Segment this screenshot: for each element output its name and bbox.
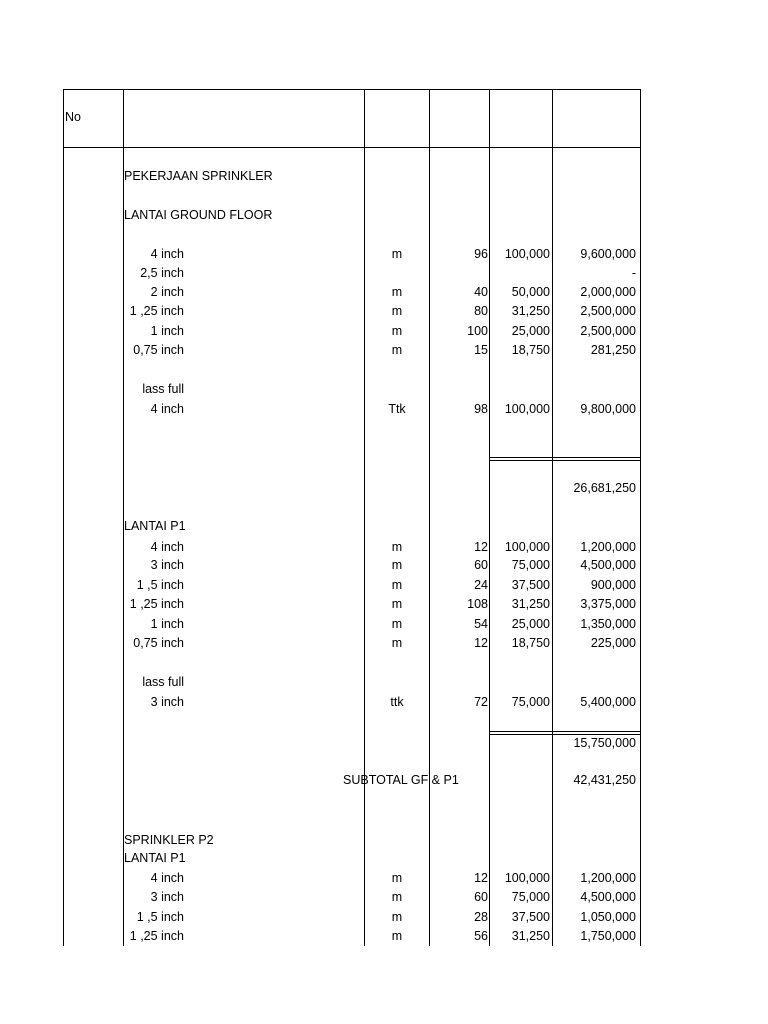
row-3-unit: m bbox=[391, 304, 403, 318]
row-9-price: 100,000 bbox=[504, 540, 550, 554]
row-0-desc: 4 inch bbox=[150, 247, 184, 261]
row-14-qty: 12 bbox=[474, 636, 488, 650]
row-20-price: 75,000 bbox=[511, 890, 550, 904]
row-2-price: 50,000 bbox=[511, 285, 550, 299]
table-top-border bbox=[63, 89, 641, 90]
col-border-2 bbox=[364, 89, 365, 946]
row-19-price: 100,000 bbox=[504, 871, 550, 885]
row-20-qty: 60 bbox=[474, 890, 488, 904]
row-2-total: 2,000,000 bbox=[580, 285, 636, 299]
row-11-total: 900,000 bbox=[590, 578, 636, 592]
section-p2-sub: LANTAI P1 bbox=[124, 851, 186, 865]
row-14-total: 225,000 bbox=[590, 636, 636, 650]
row-7-unit: Ttk bbox=[388, 402, 406, 416]
row-22-unit: m bbox=[391, 929, 403, 943]
row-21-desc: 1 ,5 inch bbox=[136, 910, 184, 924]
row-1-desc: 2,5 inch bbox=[140, 266, 184, 280]
row-10-price: 75,000 bbox=[511, 558, 550, 572]
row-7-total: 9,800,000 bbox=[580, 402, 636, 416]
row-10-qty: 60 bbox=[474, 558, 488, 572]
row-3-qty: 80 bbox=[474, 304, 488, 318]
row-20-unit: m bbox=[391, 890, 403, 904]
row-19-desc: 4 inch bbox=[150, 871, 184, 885]
row-15-desc: lass full bbox=[142, 675, 184, 689]
row-9-desc: 4 inch bbox=[150, 540, 184, 554]
row-4-qty: 100 bbox=[467, 324, 488, 338]
row-22-desc: 1 ,25 inch bbox=[129, 929, 184, 943]
row-1-total: - bbox=[631, 266, 636, 280]
row-7-desc: 4 inch bbox=[150, 402, 184, 416]
row-0-total: 9,600,000 bbox=[580, 247, 636, 261]
row-22-price: 31,250 bbox=[511, 929, 550, 943]
row-12-qty: 108 bbox=[467, 597, 488, 611]
row-22-total: 1,750,000 bbox=[580, 929, 636, 943]
row-19-unit: m bbox=[391, 871, 403, 885]
row-20-total: 4,500,000 bbox=[580, 890, 636, 904]
row-3-total: 2,500,000 bbox=[580, 304, 636, 318]
subtotal-p1-line-1 bbox=[489, 731, 641, 732]
row-8-total: 26,681,250 bbox=[573, 481, 636, 495]
row-20-desc: 3 inch bbox=[150, 890, 184, 904]
row-18-total: 42,431,250 bbox=[573, 773, 636, 787]
row-4-unit: m bbox=[391, 324, 403, 338]
row-16-total: 5,400,000 bbox=[580, 695, 636, 709]
row-7-price: 100,000 bbox=[504, 402, 550, 416]
col-border-4 bbox=[489, 89, 490, 946]
row-6-desc: lass full bbox=[142, 382, 184, 396]
row-13-total: 1,350,000 bbox=[580, 617, 636, 631]
row-21-unit: m bbox=[391, 910, 403, 924]
row-14-unit: m bbox=[391, 636, 403, 650]
row-13-price: 25,000 bbox=[511, 617, 550, 631]
row-13-unit: m bbox=[391, 617, 403, 631]
row-16-price: 75,000 bbox=[511, 695, 550, 709]
header-bottom-border bbox=[63, 147, 641, 148]
col-border-0 bbox=[63, 89, 64, 946]
row-9-total: 1,200,000 bbox=[580, 540, 636, 554]
row-11-qty: 24 bbox=[474, 578, 488, 592]
row-5-total: 281,250 bbox=[590, 343, 636, 357]
row-9-qty: 12 bbox=[474, 540, 488, 554]
subtotal-gf-line-1 bbox=[489, 457, 641, 458]
section-p1-title: LANTAI P1 bbox=[124, 519, 186, 533]
row-11-price: 37,500 bbox=[511, 578, 550, 592]
row-11-desc: 1 ,5 inch bbox=[136, 578, 184, 592]
col-border-5 bbox=[552, 89, 553, 946]
row-21-total: 1,050,000 bbox=[580, 910, 636, 924]
subtotal-label: SUBTOTAL GF & P1 bbox=[343, 773, 459, 787]
row-19-total: 1,200,000 bbox=[580, 871, 636, 885]
row-7-qty: 98 bbox=[474, 402, 488, 416]
row-12-price: 31,250 bbox=[511, 597, 550, 611]
row-5-qty: 15 bbox=[474, 343, 488, 357]
row-14-desc: 0,75 inch bbox=[133, 636, 184, 650]
row-16-qty: 72 bbox=[474, 695, 488, 709]
col-border-6 bbox=[640, 89, 641, 946]
row-0-unit: m bbox=[391, 247, 403, 261]
row-0-price: 100,000 bbox=[504, 247, 550, 261]
subtotal-gf-line-2 bbox=[489, 460, 641, 461]
row-12-unit: m bbox=[391, 597, 403, 611]
row-11-unit: m bbox=[391, 578, 403, 592]
row-14-price: 18,750 bbox=[511, 636, 550, 650]
row-12-desc: 1 ,25 inch bbox=[129, 597, 184, 611]
row-13-desc: 1 inch bbox=[150, 617, 184, 631]
row-10-total: 4,500,000 bbox=[580, 558, 636, 572]
row-21-qty: 28 bbox=[474, 910, 488, 924]
row-13-qty: 54 bbox=[474, 617, 488, 631]
row-9-unit: m bbox=[391, 540, 403, 554]
row-4-total: 2,500,000 bbox=[580, 324, 636, 338]
row-5-unit: m bbox=[391, 343, 403, 357]
row-5-price: 18,750 bbox=[511, 343, 550, 357]
section-p2-title: SPRINKLER P2 bbox=[124, 833, 214, 847]
row-2-qty: 40 bbox=[474, 285, 488, 299]
section-title: PEKERJAAN SPRINKLER bbox=[124, 169, 273, 183]
header-no: No bbox=[65, 110, 81, 124]
row-3-price: 31,250 bbox=[511, 304, 550, 318]
row-10-desc: 3 inch bbox=[150, 558, 184, 572]
row-16-desc: 3 inch bbox=[150, 695, 184, 709]
row-4-price: 25,000 bbox=[511, 324, 550, 338]
section-gf-title: LANTAI GROUND FLOOR bbox=[124, 208, 273, 222]
row-19-qty: 12 bbox=[474, 871, 488, 885]
row-2-unit: m bbox=[391, 285, 403, 299]
row-17-total: 15,750,000 bbox=[573, 736, 636, 750]
col-border-3 bbox=[429, 89, 430, 946]
row-22-qty: 56 bbox=[474, 929, 488, 943]
row-3-desc: 1 ,25 inch bbox=[129, 304, 184, 318]
row-12-total: 3,375,000 bbox=[580, 597, 636, 611]
row-21-price: 37,500 bbox=[511, 910, 550, 924]
row-16-unit: ttk bbox=[390, 695, 404, 709]
row-0-qty: 96 bbox=[474, 247, 488, 261]
row-5-desc: 0,75 inch bbox=[133, 343, 184, 357]
row-2-desc: 2 inch bbox=[150, 285, 184, 299]
row-10-unit: m bbox=[391, 558, 403, 572]
row-4-desc: 1 inch bbox=[150, 324, 184, 338]
